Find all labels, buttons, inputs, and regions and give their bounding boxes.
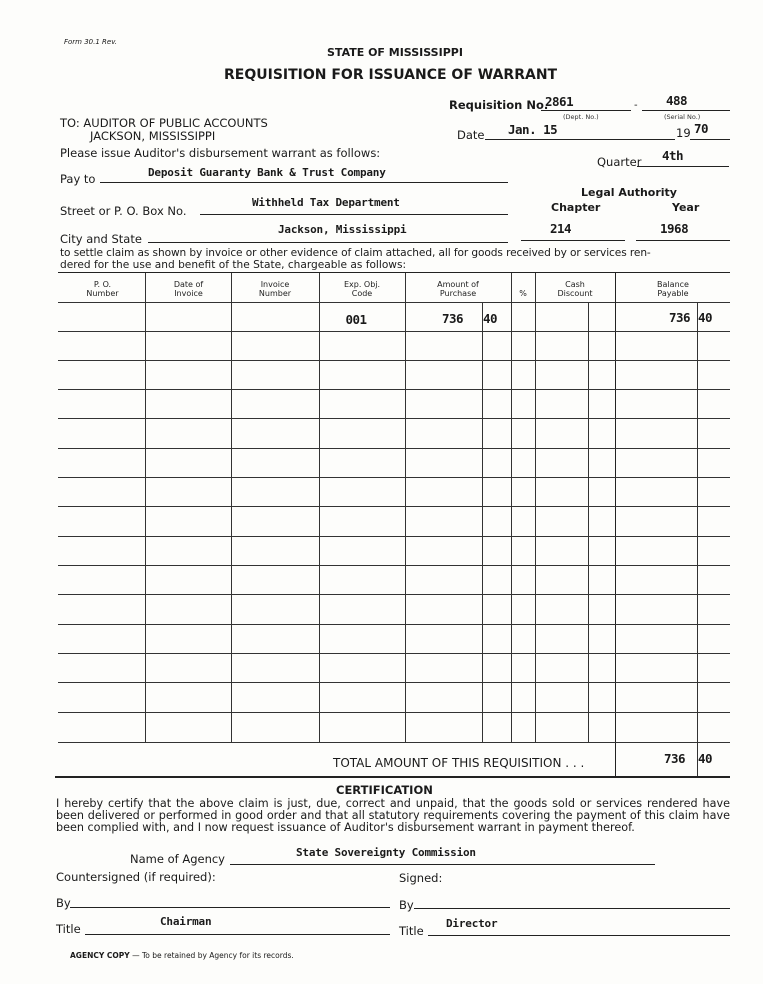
year-prefix: 19 (676, 126, 691, 140)
right-by-line[interactable] (414, 908, 730, 909)
row-line (58, 418, 730, 419)
col-divider (231, 273, 232, 743)
quarter-line (637, 166, 729, 167)
city-label: City and State (60, 232, 142, 246)
quarter-label: Quarter (597, 155, 642, 169)
city-line (148, 242, 508, 243)
row1-exp-code: 001 (345, 312, 367, 327)
chapter-label: Chapter (551, 201, 601, 214)
addressee-line-2: JACKSON, MISSISSIPPI (90, 129, 216, 143)
requisition-label: Requisition No. (449, 98, 549, 112)
col-divider (145, 273, 146, 743)
street-label: Street or P. O. Box No. (60, 204, 187, 218)
year-line (690, 139, 730, 140)
right-title-label: Title (399, 924, 424, 938)
agency-value: State Sovereignty Commission (296, 846, 476, 859)
row1-balance-cents: 40 (698, 310, 713, 325)
certification-text: I hereby certify that the above claim is just, due, correct and unpaid, that the goods sold or services rendered have been delivered or performed in good order and that all statutory requirements covering the payment of this claim have been complied with, and I now request issuance of Auditor's disbursement warrant in payment thereof. (56, 797, 730, 835)
settle-text-1: to settle claim as shown by invoice or other evidence of claim attached, all for goods received by or services ren- (60, 247, 651, 259)
quarter-value: 4th (662, 148, 684, 163)
state-title: STATE OF MISSISSIPPI (327, 46, 463, 59)
date-line (485, 139, 675, 140)
right-title-line (428, 935, 730, 936)
pay-to-line (100, 182, 508, 183)
left-by-line[interactable] (70, 907, 390, 908)
row-line (58, 448, 730, 449)
col-divider (319, 273, 320, 743)
row-line (58, 331, 730, 332)
col-divider (511, 273, 512, 743)
row-line (58, 565, 730, 566)
total-label: TOTAL AMOUNT OF THIS REQUISITION . . . (333, 756, 585, 770)
row-line (58, 712, 730, 713)
table-top-border (58, 272, 730, 273)
dept-no-caption: (Dept. No.) (563, 113, 599, 121)
signed-label: Signed: (399, 871, 443, 885)
form-title: REQUISITION FOR ISSUANCE OF WARRANT (224, 67, 558, 83)
left-by-label: By (56, 896, 71, 910)
instruction-text: Please issue Auditor's disbursement warrant as follows: (60, 146, 381, 160)
col-divider (615, 273, 616, 778)
row1-balance-dollars: 736 (669, 310, 691, 325)
footer-agency-copy: AGENCY COPY (70, 951, 130, 960)
pay-to-label: Pay to (60, 172, 96, 186)
dept-no-line (541, 110, 631, 111)
right-title-value: Director (446, 917, 498, 930)
chapter-line (521, 240, 625, 241)
left-title-value: Chairman (160, 915, 212, 928)
row1-amount-dollars: 736 (442, 311, 464, 326)
row-line (58, 477, 730, 478)
col-header-date-of-invoice: Date of Invoice (173, 280, 204, 298)
date-label: Date (457, 128, 485, 142)
countersigned-label: Countersigned (if required): (56, 870, 216, 884)
footer-note (70, 951, 294, 960)
col-header-exp-obj-code: Exp. Obj. Code (343, 280, 381, 298)
col-header-balance-payable: Balance Payable (657, 280, 689, 298)
col-header-po: P. O. Number (86, 280, 119, 298)
row-line (58, 682, 730, 683)
year-suffix: 70 (694, 121, 709, 136)
agency-line (230, 864, 655, 865)
addressee-line-1: TO: AUDITOR OF PUBLIC ACCOUNTS (60, 116, 268, 130)
row-line (58, 506, 730, 507)
chapter-value: 214 (550, 221, 572, 236)
right-by-label: By (399, 898, 414, 912)
street-line (200, 214, 508, 215)
col-header-cash-discount: Cash Discount (557, 280, 593, 298)
row-line (58, 360, 730, 361)
total-dollars: 736 (664, 751, 686, 766)
row-line (58, 624, 730, 625)
pay-to-value: Deposit Guaranty Bank & Trust Company (148, 166, 386, 179)
serial-no-line (642, 110, 730, 111)
total-cents: 40 (698, 751, 713, 766)
city-value: Jackson, Mississippi (278, 223, 407, 236)
cents-divider (697, 302, 698, 778)
date-value: Jan. 15 (508, 122, 558, 137)
row1-amount-cents: 40 (483, 311, 498, 326)
table-header-border (58, 302, 730, 303)
footer-text: — To be retained by Agency for its records. (132, 951, 294, 960)
certification-title: CERTIFICATION (336, 783, 433, 797)
col-divider (405, 273, 406, 743)
total-bottom-border (55, 776, 730, 778)
left-title-line (85, 934, 390, 935)
requisition-dash: - (634, 100, 638, 111)
cents-divider (482, 302, 483, 743)
col-header-amount-of-purchase: Amount of Purchase (437, 280, 479, 298)
col-header-invoice-number: Invoice Number (258, 280, 292, 298)
col-header-percent: % (519, 289, 527, 298)
left-title-label: Title (56, 922, 81, 936)
legal-year-line (636, 240, 730, 241)
year-label: Year (672, 201, 700, 214)
form-id: Form 30.1 Rev. (64, 38, 118, 46)
serial-no-value: 488 (666, 93, 688, 108)
agency-label: Name of Agency (130, 852, 225, 866)
col-divider (535, 273, 536, 743)
cents-divider (588, 302, 589, 743)
settle-text-2: dered for the use and benefit of the State, chargeable as follows: (60, 259, 407, 271)
street-value: Withheld Tax Department (252, 196, 400, 209)
row-line (58, 389, 730, 390)
legal-year-value: 1968 (660, 221, 689, 236)
row-line (58, 653, 730, 654)
row-line (58, 594, 730, 595)
serial-no-caption: (Serial No.) (664, 113, 701, 121)
row-line (58, 536, 730, 537)
row-line (58, 742, 730, 743)
legal-authority-label: Legal Authority (581, 186, 677, 199)
dept-no-value: 2861 (545, 94, 574, 109)
